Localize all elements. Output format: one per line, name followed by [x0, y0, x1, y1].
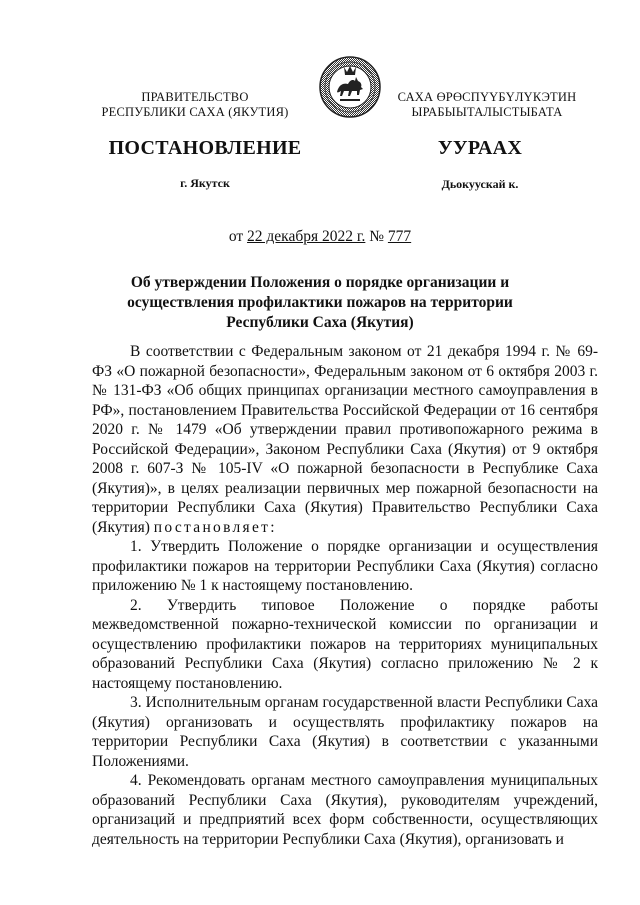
date-prefix: от	[228, 228, 248, 245]
document-number: 777	[387, 228, 412, 245]
resolves-word: постановляет:	[153, 518, 277, 536]
government-name-sakha-line2: ЫРАБЫЫТАЛЫСТЫБАТА	[411, 105, 563, 119]
document-type-ru: ПОСТАНОВЛЕНИЕ	[108, 137, 302, 159]
list-item: 1. Утвердить Положение о порядке организации и осуществления профилактики пожаров на территории Республики Саха (Якутия) согласно приложению № 1 к настоящему постановлению.	[92, 538, 598, 594]
document-body	[92, 342, 598, 849]
preamble-text: В соответствии с Федеральным законом от 21 декабря 1994 г. № 69-ФЗ «О пожарной безопасности», Федеральным законом от 6 октября 2003 г. № 131-ФЗ «Об общих принципах организации местного самоуправления в РФ», постановлением Правительства Российской Федерации от 16 сентября 2020 г. № 1479 «Об утверждении правил противопожарного режима в Российской Федерации», Законом Республики Саха (Якутия) от 9 октября 2008 г. 607-З № 105-IV «О пожарной безопасности в Республике Саха (Якутия)», в целях реализации первичных мер пожарной безопасности на территории Республики Саха (Якутия) Правительство Республики Саха (Якутия)	[92, 343, 598, 536]
document-title: Об утверждении Положения о порядке организации и осуществления профилактики пожаров на территории Республики Саха (Якутия)	[127, 274, 513, 331]
government-name-line2: РЕСПУБЛИКИ САХА (ЯКУТИЯ)	[101, 105, 289, 119]
city-ru: г. Якутск	[180, 176, 230, 190]
list-item: 3. Исполнительным органам государственной власти Республики Саха (Якутия) организовать и осуществлять профилактику пожаров на территории Республики Саха (Якутия) в соответствии с указанными Положениями.	[92, 694, 598, 770]
header-right-block	[352, 90, 622, 120]
preamble-paragraph	[92, 342, 598, 537]
list-item: 2. Утвердить типовое Положение о порядке работы межведомственной пожарно-технической комиссии по организации и осуществлению профилактики пожаров на территориях муниципальных образований Республики Саха (Якутия) согласно приложению № 2 к настоящему постановлению.	[92, 596, 598, 692]
city-sakha: Дьокуускай к.	[441, 177, 519, 191]
document-dateline	[60, 228, 580, 246]
government-name-sakha-line1: САХА ӨРӨСПҮҮБҮЛҮКЭТИН	[397, 90, 577, 104]
government-name-line1: ПРАВИТЕЛЬСТВО	[141, 90, 249, 104]
number-sign: №	[365, 228, 388, 245]
list-item: 4. Рекомендовать органам местного самоуправления муниципальных образований Республики Саха (Якутия), руководителям учреждений, организаций и предприятий всех форм собственности, осуществляющих деятельность на территории Республики Саха (Якутия), организовать и	[92, 772, 598, 848]
header-left-block	[60, 90, 330, 120]
document-date: 22 декабря 2022 г.	[247, 228, 366, 245]
document-type-sakha: УУРААХ	[437, 137, 523, 159]
